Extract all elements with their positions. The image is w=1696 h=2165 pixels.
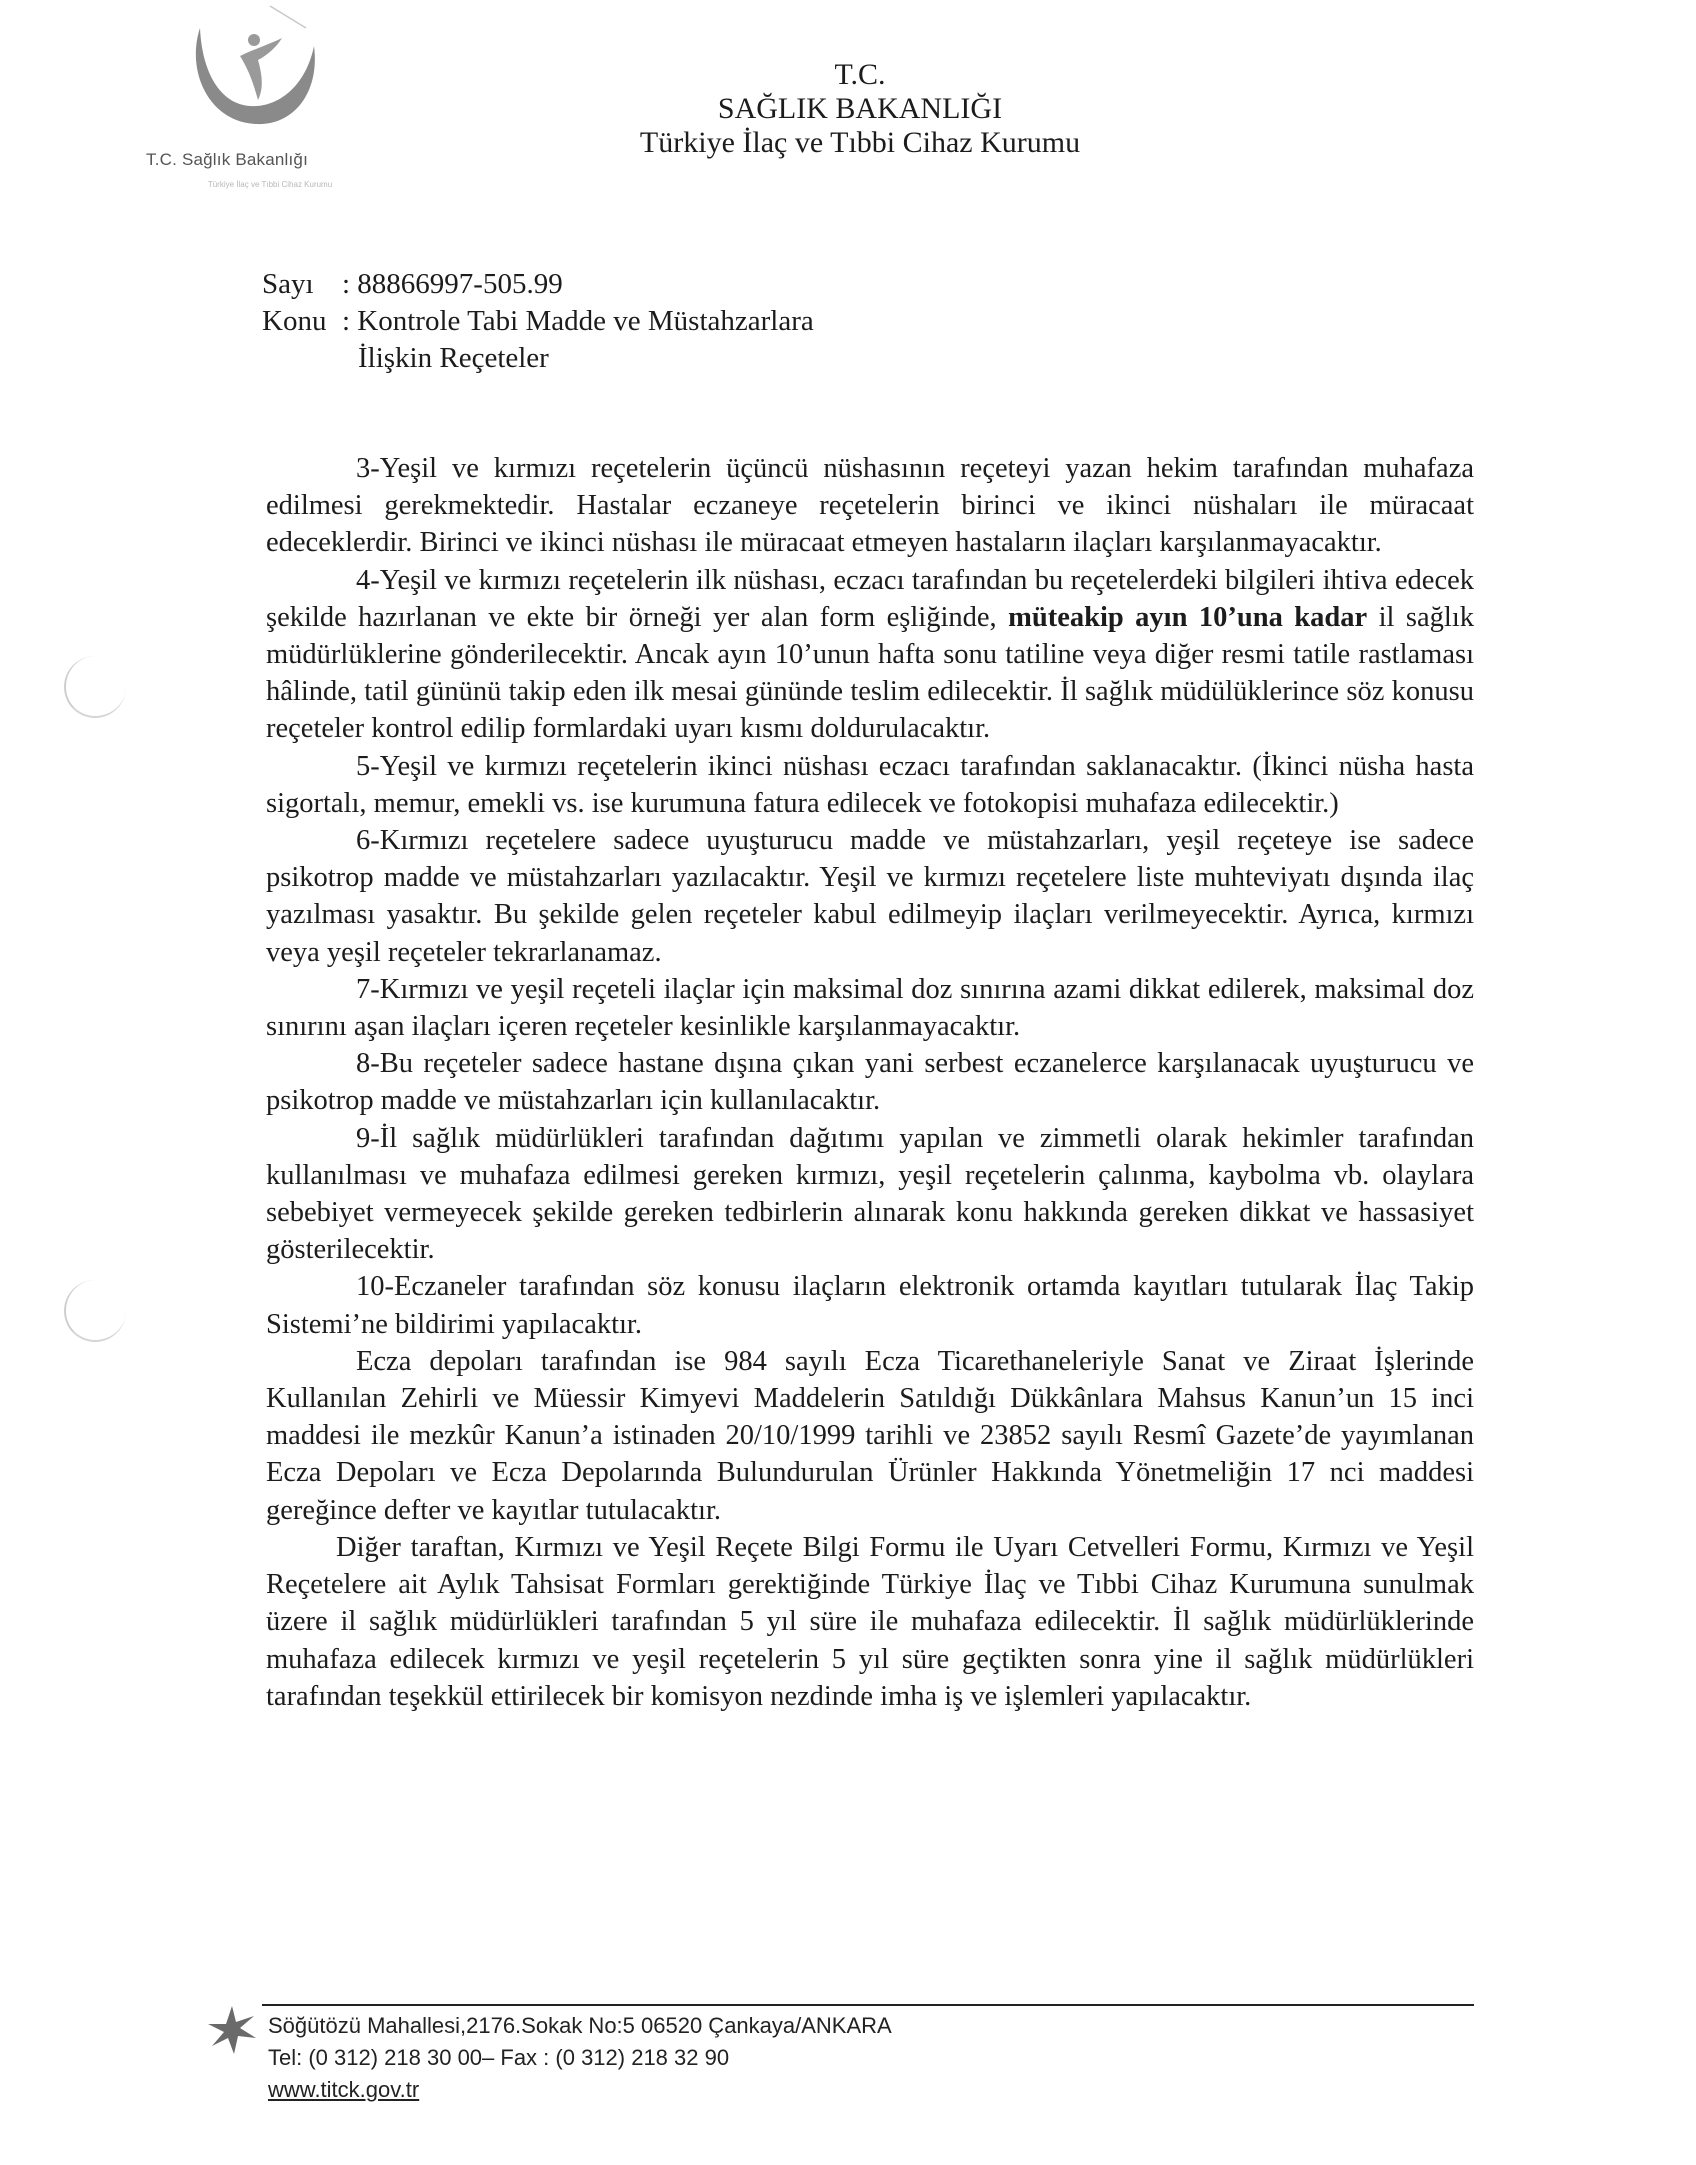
paragraph-6: 6-Kırmızı reçetelere sadece uyuşturucu madde ve müstahzarları, yeşil reçeteye ise sadece psikotrop madde ve müstahzarları yazılacaktır. Yeşil ve kırmızı reçetelere liste muhteviyatı dışında ilaç yazılması yasaktır. Bu şekilde gelen reçeteler kabul edilmeyip ilaçları verilmeyecektir. Ayrıca, kırmızı veya yeşil reçeteler tekrarlanamaz. — [266, 825, 1474, 968]
paragraph-5: 5-Yeşil ve kırmızı reçetelerin ikinci nüshası eczacı tarafından saklanacaktır. (İkinci nüsha hasta sigortalı, memur, emekli vs. ise kurumuna fatura edilecek ve fotokopisi muhafaza edilecektir.) — [266, 750, 1474, 819]
header-line-tc: T.C. — [834, 58, 886, 91]
sayi-label: Sayı — [262, 268, 314, 300]
logo-subtext: Türkiye İlaç ve Tıbbi Cihaz Kurumu — [207, 180, 333, 189]
konu-continuation: İlişkin Reçeteler — [358, 342, 549, 374]
header-line-agency: Türkiye İlaç ve Tıbbi Cihaz Kurumu — [639, 126, 1081, 159]
paragraph-8: 8-Bu reçeteler sadece hastane dışına çıkan yani serbest eczanelerce karşılanacak uyuşturucu ve psikotrop madde ve müstahzarları için kullanılacaktır. — [266, 1048, 1474, 1117]
paragraph-10: 10-Eczaneler tarafından söz konusu ilaçların elektronik ortamda kayıtları tutularak İlaç Takip Sistemi’ne bildirimi yapılacaktır. — [266, 1271, 1474, 1340]
reference-block — [262, 266, 814, 377]
footer-contact — [268, 2010, 892, 2106]
paragraph-4-text-b: il sağlık müdürlüklerine gönderilecektir. Ancak ayın 10’unun hafta sonu tatiline veya diğer resmi tatile rastlaması hâlinde, tatil gününü takip eden ilk mesai gününde teslim edilecektir. İl sağlık müdülüklerince söz konusu reçeteler kontrol edilip formlardaki uyarı kısmı doldurulacaktır. — [266, 601, 1474, 745]
paragraph-4-deadline: müteakip ayın 10’una kadar — [1008, 601, 1368, 633]
konu-label: Konu — [262, 305, 327, 337]
header-line-ministry: SAĞLIK BAKANLIĞI — [717, 92, 1003, 125]
konu-value: : Kontrole Tabi Madde ve Müstahzarlara — [342, 305, 814, 337]
sayi-value: : 88866997-505.99 — [342, 268, 563, 300]
paragraph-3: 3-Yeşil ve kırmızı reçetelerin üçüncü nüshasının reçeteyi yazan hekim tarafından muhafaza edilmesi gerekmektedir. Hastalar eczaneye reçetelerin birinci ve ikinci nüshaları ile müracaat edeceklerdir. Birinci ve ikinci nüshası ile müracaat etmeyen hastaların ilaçları karşılanmayacaktır. — [266, 453, 1474, 559]
ministry-logo — [140, 0, 380, 230]
footer-divider — [262, 2004, 1474, 2006]
konu-row — [262, 303, 814, 340]
punch-hole-lower — [64, 1280, 126, 1342]
ministry-of-health-emblem-icon — [178, 0, 328, 150]
footer-website-link[interactable]: www.titck.gov.tr — [268, 2077, 420, 2102]
sayi-row — [262, 266, 814, 303]
letterhead — [560, 58, 1160, 160]
footer-phone: Tel: (0 312) 218 30 00– Fax : (0 312) 218 32 90 — [268, 2045, 730, 2070]
punch-hole-upper — [64, 656, 126, 718]
footer-address: Söğütözü Mahallesi,2176.Sokak No:5 06520 Çankaya/ANKARA — [268, 2013, 892, 2038]
paragraph-ecza-depolari: Ecza depoları tarafından ise 984 sayılı Ecza Ticarethaneleriyle Sanat ve Ziraat İşlerinde Kullanılan Zehirli ve Müessir Kimyevi Maddelerin Satıldığı Dükkânlara Mahsus Kanun’un 15 inci maddesi ile mezkûr Kanun’a istinaden 20/10/1999 tarihli ve 23852 sayılı Resmî Gazete’de yayımlanan Ecza Depoları ve Ecza Depolarında Bulundurulan Ürünler Hakkında Yönetmeliğin 17 nci maddesi gereğince defter ve kayıtlar tutulacaktır. — [266, 1345, 1474, 1526]
paragraph-4-text-a: 4-Yeşil ve kırmızı reçetelerin ilk nüshası, eczacı tarafından bu reçetelerdeki bilgileri ihtiva edecek şekilde hazırlanan ve ekte bir örneği yer alan form eşliğinde, — [266, 564, 1474, 633]
paragraph-7: 7-Kırmızı ve yeşil reçeteli ilaçlar için maksimal doz sınırına azami dikkat edilerek, maksimal doz sınırını aşan ilaçları içeren reçeteler kesinlikle karşılanmayacaktır. — [266, 973, 1474, 1043]
star-emblem-icon — [204, 2002, 260, 2058]
logo-text: T.C. Sağlık Bakanlığı — [146, 150, 308, 169]
paragraph-4 — [266, 562, 1474, 748]
paragraph-diger-taraftan: Diğer taraftan, Kırmızı ve Yeşil Reçete Bilgi Formu ile Uyarı Cetvelleri Formu, Kırmızı ve Yeşil Reçetelere ait Aylık Tahsisat Formları gerektiğinde Türkiye İlaç ve Tıbbi Cihaz Kurumuna sunulmak üzere il sağlık müdürlükleri tarafından 5 yıl süre ile muhafaza edilecektir. İl sağlık müdürlüklerinde muhafaza edilecek kırmızı ve yeşil reçetelerin 5 yıl süre geçtikten sonra yine il sağlık müdürlükleri tarafından teşekkül ettirilecek bir komisyon nezdinde imha iş ve işlemleri yapılacaktır. — [266, 1531, 1474, 1712]
paragraph-9: 9-İl sağlık müdürlükleri tarafından dağıtımı yapılan ve zimmetli olarak hekimler tarafından kullanılması ve muhafaza edilmesi gereken kırmızı, yeşil reçetelerin çalınma, kaybolma vb. olaylara sebebiyet vermeyecek şekilde gereken tedbirlerin alınarak konu hakkında gereken dikkat ve hassasiyet gösterilecektir. — [266, 1122, 1474, 1266]
document-body — [266, 450, 1474, 1715]
